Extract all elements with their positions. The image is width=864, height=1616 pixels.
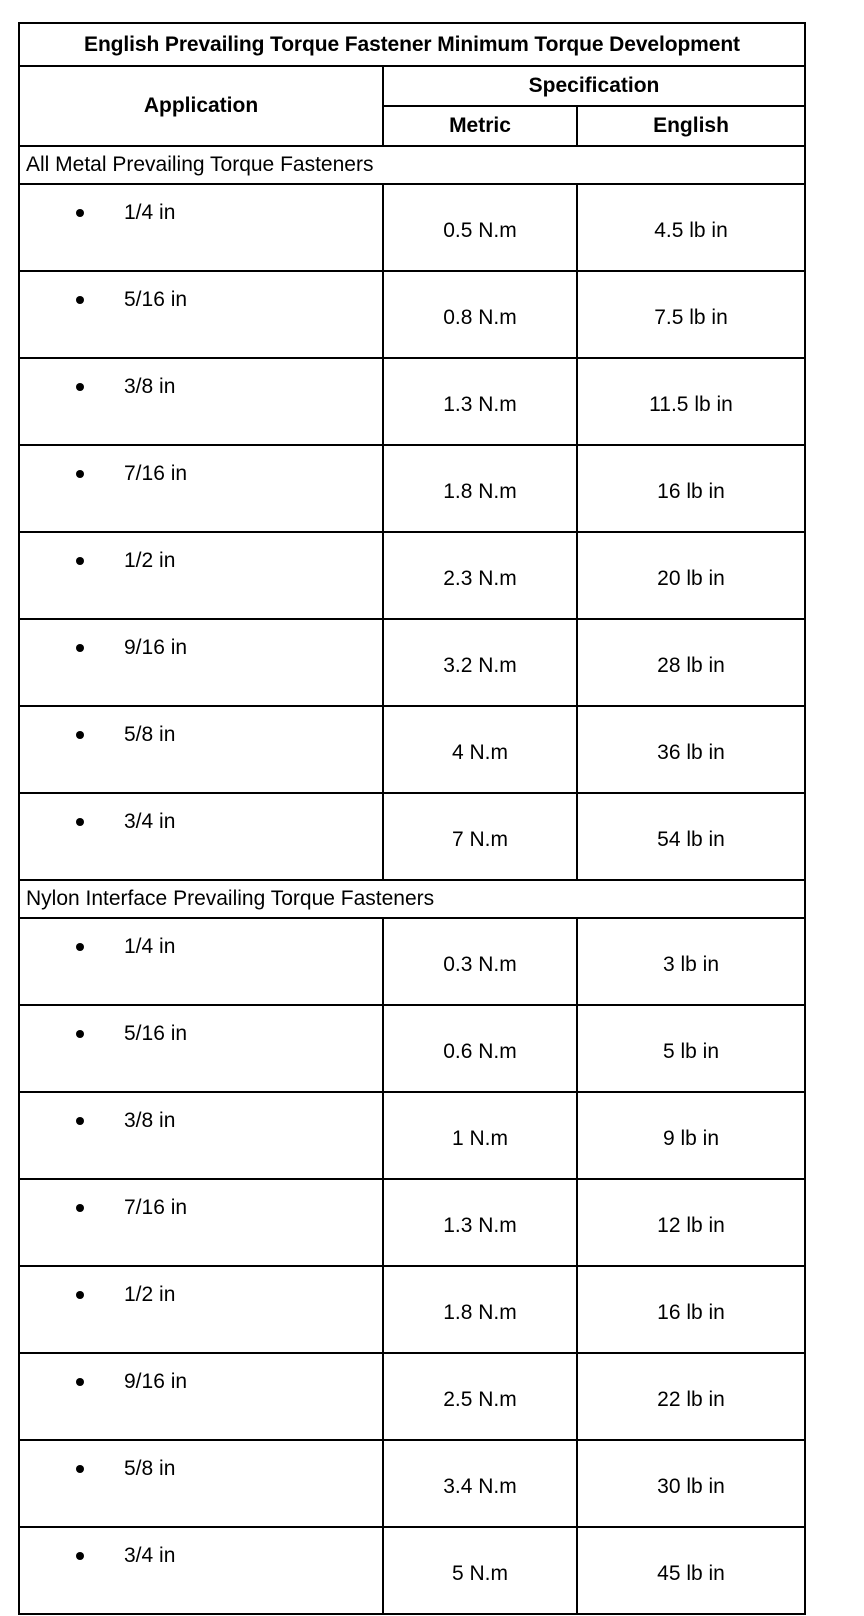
application-cell: [19, 1266, 383, 1353]
fastener-size: 9/16 in: [124, 1370, 188, 1393]
english-value: 16 lb in: [577, 1266, 805, 1353]
application-cell: [19, 445, 383, 532]
application-cell-content: [20, 1528, 382, 1568]
bullet-icon: [76, 731, 84, 739]
bullet-icon: [76, 1030, 84, 1038]
torque-table: [18, 22, 806, 1615]
torque-table-wrapper: [18, 22, 804, 1615]
fastener-size: 3/4 in: [124, 1544, 176, 1567]
application-cell: [19, 1527, 383, 1614]
english-value: 16 lb in: [577, 445, 805, 532]
application-cell-content: [20, 707, 382, 747]
english-value: 54 lb in: [577, 793, 805, 880]
fastener-size: 3/4 in: [124, 810, 176, 833]
metric-value: 1.3 N.m: [383, 358, 577, 445]
section-row: [19, 880, 805, 918]
fastener-size: 5/16 in: [124, 1022, 188, 1045]
bullet-icon: [76, 818, 84, 826]
metric-value: 7 N.m: [383, 793, 577, 880]
metric-value: 3.2 N.m: [383, 619, 577, 706]
metric-value: 5 N.m: [383, 1527, 577, 1614]
application-cell: [19, 706, 383, 793]
application-cell: [19, 1353, 383, 1440]
table-body: [19, 146, 805, 1614]
metric-header: Metric: [383, 106, 577, 146]
section-row: [19, 146, 805, 184]
fastener-size: 7/16 in: [124, 462, 188, 485]
table-row: [19, 1179, 805, 1266]
application-cell-content: [20, 1180, 382, 1220]
application-cell-content: [20, 446, 382, 486]
table-title: English Prevailing Torque Fastener Minimum Torque Development: [19, 23, 805, 66]
bullet-icon: [76, 1117, 84, 1125]
fastener-size: 5/8 in: [124, 723, 176, 746]
english-value: 7.5 lb in: [577, 271, 805, 358]
application-cell-content: [20, 1354, 382, 1394]
metric-value: 4 N.m: [383, 706, 577, 793]
application-header: Application: [19, 66, 383, 146]
english-value: 30 lb in: [577, 1440, 805, 1527]
application-cell: [19, 1092, 383, 1179]
english-header: English: [577, 106, 805, 146]
table-row: [19, 1005, 805, 1092]
english-value: 4.5 lb in: [577, 184, 805, 271]
application-cell: [19, 358, 383, 445]
application-cell: [19, 532, 383, 619]
english-value: 28 lb in: [577, 619, 805, 706]
metric-value: 0.3 N.m: [383, 918, 577, 1005]
bullet-icon: [76, 1465, 84, 1473]
application-cell-content: [20, 359, 382, 399]
table-row: [19, 358, 805, 445]
table-row: [19, 918, 805, 1005]
bullet-icon: [76, 383, 84, 391]
english-value: 12 lb in: [577, 1179, 805, 1266]
bullet-icon: [76, 1552, 84, 1560]
fastener-size: 9/16 in: [124, 636, 188, 659]
english-value: 45 lb in: [577, 1527, 805, 1614]
fastener-size: 1/2 in: [124, 549, 176, 572]
english-value: 20 lb in: [577, 532, 805, 619]
table-row: [19, 619, 805, 706]
application-cell-content: [20, 1267, 382, 1307]
table-row: [19, 532, 805, 619]
fastener-size: 7/16 in: [124, 1196, 188, 1219]
metric-value: 2.3 N.m: [383, 532, 577, 619]
metric-value: 0.5 N.m: [383, 184, 577, 271]
application-cell: [19, 793, 383, 880]
table-row: [19, 793, 805, 880]
table-row: [19, 1440, 805, 1527]
application-cell: [19, 918, 383, 1005]
table-row: [19, 1353, 805, 1440]
bullet-icon: [76, 557, 84, 565]
application-cell: [19, 271, 383, 358]
bullet-icon: [76, 296, 84, 304]
english-value: 36 lb in: [577, 706, 805, 793]
fastener-size: 1/4 in: [124, 935, 176, 958]
application-cell: [19, 619, 383, 706]
metric-value: 1 N.m: [383, 1092, 577, 1179]
table-row: [19, 1092, 805, 1179]
application-cell-content: [20, 1006, 382, 1046]
table-row: [19, 1266, 805, 1353]
english-value: 3 lb in: [577, 918, 805, 1005]
application-cell-content: [20, 794, 382, 834]
application-cell-content: [20, 533, 382, 573]
application-cell: [19, 1005, 383, 1092]
fastener-size: 1/4 in: [124, 201, 176, 224]
english-value: 5 lb in: [577, 1005, 805, 1092]
application-cell-content: [20, 1441, 382, 1481]
metric-value: 0.8 N.m: [383, 271, 577, 358]
metric-value: 1.3 N.m: [383, 1179, 577, 1266]
table-row: [19, 445, 805, 532]
english-value: 22 lb in: [577, 1353, 805, 1440]
metric-value: 3.4 N.m: [383, 1440, 577, 1527]
bullet-icon: [76, 1291, 84, 1299]
application-cell: [19, 1440, 383, 1527]
fastener-size: 3/8 in: [124, 375, 176, 398]
bullet-icon: [76, 209, 84, 217]
application-cell-content: [20, 919, 382, 959]
bullet-icon: [76, 644, 84, 652]
fastener-size: 1/2 in: [124, 1283, 176, 1306]
section-heading: Nylon Interface Prevailing Torque Fasteners: [19, 880, 805, 918]
table-row: [19, 271, 805, 358]
application-cell: [19, 1179, 383, 1266]
bullet-icon: [76, 943, 84, 951]
metric-value: 1.8 N.m: [383, 1266, 577, 1353]
english-value: 11.5 lb in: [577, 358, 805, 445]
application-cell: [19, 184, 383, 271]
application-cell-content: [20, 272, 382, 312]
fastener-size: 5/16 in: [124, 288, 188, 311]
bullet-icon: [76, 1204, 84, 1212]
section-heading: All Metal Prevailing Torque Fasteners: [19, 146, 805, 184]
bullet-icon: [76, 470, 84, 478]
application-cell-content: [20, 620, 382, 660]
application-cell-content: [20, 1093, 382, 1133]
metric-value: 2.5 N.m: [383, 1353, 577, 1440]
table-row: [19, 706, 805, 793]
fastener-size: 3/8 in: [124, 1109, 176, 1132]
metric-value: 0.6 N.m: [383, 1005, 577, 1092]
table-row: [19, 184, 805, 271]
bullet-icon: [76, 1378, 84, 1386]
english-value: 9 lb in: [577, 1092, 805, 1179]
fastener-size: 5/8 in: [124, 1457, 176, 1480]
specification-header: Specification: [383, 66, 805, 106]
table-row: [19, 1527, 805, 1614]
application-cell-content: [20, 185, 382, 225]
metric-value: 1.8 N.m: [383, 445, 577, 532]
